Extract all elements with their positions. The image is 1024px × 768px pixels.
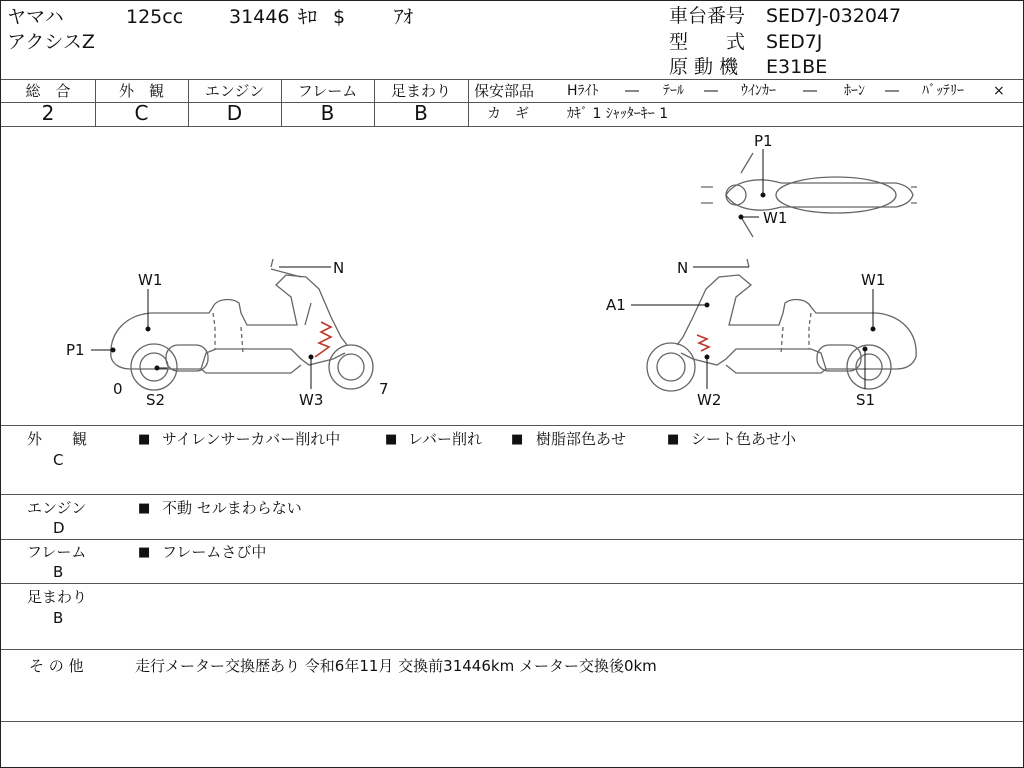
- safety-winker-name: ｳｲﾝｶｰ: [741, 83, 776, 99]
- bullet-icon: ■: [138, 432, 151, 447]
- grade-overall-value: 2: [41, 101, 55, 125]
- key-label: カ ギ: [487, 106, 529, 122]
- detail-suspension-grade: B: [53, 609, 64, 627]
- grade-exterior-value: C: [134, 101, 149, 125]
- left-label-s2: S2: [146, 391, 166, 409]
- grade-suspension-label: 足まわり: [390, 82, 451, 100]
- dollar-mark: $: [333, 6, 346, 28]
- color: ｱｵ: [394, 6, 414, 28]
- detail-exterior-note-2: レバー削れ: [408, 430, 482, 448]
- safety-headlight-name: Hﾗｲﾄ: [567, 83, 599, 99]
- type: SED7J: [766, 31, 823, 53]
- frame-no: SED7J-032047: [766, 5, 902, 27]
- left-label-zero: 0: [113, 380, 123, 398]
- frame-no-label: 車台番号: [669, 5, 746, 27]
- grade-engine-label: エンジン: [204, 82, 265, 100]
- safety-horn-name: ﾎｰﾝ: [844, 83, 865, 99]
- safety-headlight-mark: ―: [625, 83, 639, 99]
- model-name: アクシスZ: [7, 31, 95, 53]
- detail-frame-label: フレーム: [27, 543, 87, 561]
- mileage-unit: ｷﾛ: [298, 6, 318, 28]
- detail-exterior-label: 外 観: [27, 430, 88, 448]
- left-label-n: N: [333, 259, 345, 277]
- right-label-w2: W2: [697, 391, 722, 409]
- bullet-icon: ■: [667, 432, 680, 447]
- right-label-a1: A1: [606, 296, 626, 314]
- bullet-icon: ■: [138, 545, 151, 560]
- maker: ヤマハ: [7, 6, 64, 28]
- right-label-s1: S1: [856, 391, 876, 409]
- detail-engine-label: エンジン: [27, 499, 87, 517]
- safety-battery-name: ﾊﾞｯﾃﾘｰ: [922, 83, 964, 99]
- detail-engine-note-1: 不動 セルまわらない: [162, 499, 302, 517]
- grade-frame-label: フレーム: [297, 82, 358, 100]
- left-label-w3: W3: [299, 391, 324, 409]
- safety-label: 保安部品: [474, 82, 535, 100]
- key-value: ｶｷﾞ 1 ｼｬｯﾀｰｷｰ 1: [567, 106, 669, 122]
- safety-horn-mark: ―: [885, 83, 899, 99]
- right-label-w1: W1: [861, 271, 886, 289]
- engine: E31BE: [766, 56, 828, 78]
- bullet-icon: ■: [511, 432, 524, 447]
- scooter-top-view: [701, 153, 917, 237]
- right-label-n: N: [677, 259, 689, 277]
- bullet-icon: ■: [385, 432, 398, 447]
- bullet-icon: ■: [138, 501, 151, 516]
- safety-winker-mark: ―: [803, 83, 817, 99]
- other-text: 走行メーター交換歴あり 令和6年11月 交換前31446km メーター交換後0km: [135, 657, 657, 675]
- detail-engine-grade: D: [53, 519, 65, 537]
- safety-tail-mark: ―: [704, 83, 718, 99]
- detail-exterior-note-1: サイレンサーカバー削れ中: [162, 430, 341, 448]
- type-label: 型 式: [669, 31, 746, 53]
- other-label: そ の 他: [29, 657, 84, 675]
- damage-scratch-marks: [315, 322, 709, 357]
- left-label-seven: 7: [379, 380, 389, 398]
- top-label-w1: W1: [763, 209, 788, 227]
- detail-exterior-note-4: シート色あせ小: [691, 430, 797, 448]
- left-label-w1: W1: [138, 271, 163, 289]
- grade-frame-value: B: [320, 101, 335, 125]
- detail-frame-grade: B: [53, 563, 64, 581]
- grade-overall-label: 総 合: [25, 82, 71, 100]
- engine-label: 原 動 機: [669, 56, 739, 78]
- detail-suspension-label: 足まわり: [27, 588, 88, 606]
- grade-exterior-label: 外 観: [118, 82, 164, 100]
- top-label-p1: P1: [754, 132, 773, 150]
- detail-exterior-grade: C: [53, 451, 64, 469]
- safety-tail-name: ﾃｰﾙ: [663, 83, 684, 99]
- grade-engine-value: D: [226, 101, 243, 125]
- safety-battery-mark: ×: [993, 83, 1005, 99]
- left-label-p1: P1: [66, 341, 85, 359]
- grade-suspension-value: B: [414, 101, 428, 125]
- detail-exterior-note-3: 樹脂部色あせ: [536, 430, 627, 448]
- detail-frame-note-1: フレームさび中: [162, 543, 267, 561]
- displacement: 125cc: [126, 6, 184, 28]
- damage-diagram: [1, 127, 1023, 425]
- mileage: 31446: [229, 6, 290, 28]
